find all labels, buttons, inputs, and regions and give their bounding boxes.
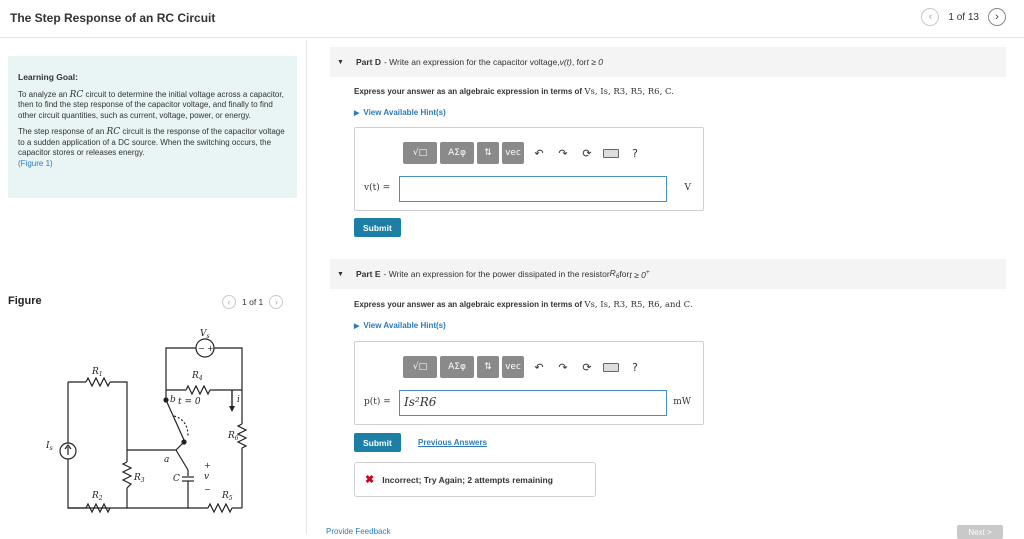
goal-text: To analyze an [18,89,70,99]
resistor-r6 [238,424,246,448]
part-e-title-post: for [619,269,630,279]
figure-pager [222,295,283,309]
resistor-r3 [123,462,131,488]
incorrect-x-icon: ✖ [365,474,375,486]
hint-text: View Available Hint(s) [363,108,446,117]
capacitor-minus-sign: − [204,485,211,494]
rc-symbol: RC [69,89,84,100]
goal-text: circuit is the response of the capacitor voltage to a sudden application of a DC source. When the switching occurs, the capacitor stores or releases energy. [18,127,285,157]
hint-text: View Available Hint(s) [363,321,446,330]
capacitor-plus-sign: + [204,461,211,470]
goal-text: The step response of an [18,127,107,136]
instruction-text: Express your answer as an algebraic expression in terms of [354,87,585,96]
item-pager-text: 1 of 13 [948,11,979,23]
keyboard-icon[interactable] [599,356,623,378]
figure-1-link[interactable]: (Figure 1) [18,158,53,168]
templates-button[interactable]: √□ [403,356,437,378]
part-d-submit-button[interactable]: Submit [354,218,401,237]
part-d-hint-link[interactable] [354,108,446,117]
resistor-r5 [208,504,232,512]
rc-symbol: RC [106,127,121,137]
vs-minus-sign: − [198,344,205,353]
answer-unit: V [684,183,691,193]
wire [68,382,127,508]
r4-label: $R_4$ [192,371,203,382]
capacitor-voltage-label: v [204,472,210,482]
caret-right-icon: ▶ [354,110,360,117]
collapse-triangle-icon[interactable]: ▼ [337,58,344,66]
next-item-button[interactable] [988,8,1006,26]
part-e-instruction [354,300,693,310]
part-e-submit-button[interactable]: Submit [354,433,401,452]
item-pager [921,8,1006,26]
math-toolbar [403,142,647,164]
feedback-text: Incorrect; Try Again; 2 attempts remaining [382,474,553,485]
greek-symbols-button[interactable]: ΑΣφ [440,142,474,164]
resistor-r1 [86,378,110,386]
vector-button[interactable]: vec [502,142,524,164]
chevron-left-icon: ‹ [227,297,231,307]
figure-pager-text: 1 of 1 [242,297,264,307]
resistor-r4 [186,386,210,394]
part-d-title-text: - Write an expression for the capacitor voltage, [383,57,560,67]
chevron-right-icon: › [274,297,278,307]
part-d-answer-input[interactable] [399,176,667,202]
subscript-superscript-button[interactable]: ⇅ [477,356,499,378]
learning-goal-paragraph-2 [18,127,287,169]
greek-symbols-button[interactable]: ΑΣφ [440,356,474,378]
caret-right-icon: ▶ [354,323,360,330]
part-e-title-var: $R_6$ [609,268,620,280]
is-label: $I_s$ [46,441,53,452]
provide-feedback-link[interactable]: Provide Feedback [326,527,391,536]
part-d-header[interactable] [330,47,1006,77]
redo-icon[interactable]: ↷ [558,360,568,374]
undo-icon[interactable]: ↶ [534,146,544,160]
instruction-vars: Vs, Is, R3, R5, R6, C. [584,87,674,97]
vs-label: $V_s$ [200,329,210,340]
top-bar [0,0,1024,38]
undo-icon[interactable]: ↶ [534,360,544,374]
part-e-title-text: - Write an expression for the power dissipated in the resistor [383,269,610,279]
help-icon[interactable]: ? [632,360,638,374]
learning-goal-panel [8,56,297,198]
switch-time-label: t = 0 [178,397,201,407]
column-divider [306,40,307,534]
part-e-label: Part E [355,269,381,279]
node-a-label: a [164,455,170,465]
answer-feedback [354,462,596,497]
next-figure-button[interactable] [269,295,283,309]
vs-plus-sign: + [207,344,214,353]
goal-text: circuit to determine the initial voltage across a capacitor, then to find the step response of the capacitor voltage, and finally to find other circuit quantities, such as current, voltage, power, or energy. [18,89,284,120]
r1-label: $R_1$ [92,367,103,378]
redo-icon[interactable]: ↷ [558,146,568,160]
figure-heading: Figure [8,295,42,307]
templates-button[interactable]: √□ [403,142,437,164]
r2-label: $R_2$ [92,491,103,502]
part-e-hint-link[interactable] [354,321,446,330]
rc-circuit-diagram [28,320,278,520]
r6-label: $R_6$ [228,431,239,442]
part-d-title-var: v(t) [559,57,572,67]
keyboard-icon[interactable] [599,142,623,164]
assignment-title: The Step Response of an RC Circuit [10,11,216,25]
answer-variable-label: p(t) = [364,397,391,407]
part-d-answer-box [354,127,704,211]
collapse-triangle-icon[interactable]: ▼ [337,270,344,278]
vector-button[interactable]: vec [502,356,524,378]
part-d-title-cond: t ≥ 0 [586,57,604,67]
chevron-left-icon: ‹ [928,11,933,23]
chevron-right-icon: › [995,11,999,23]
part-d-label: Part D [355,57,381,67]
previous-answers-link[interactable]: Previous Answers [418,438,488,447]
instruction-text: Express your answer as an algebraic expression in terms of [354,300,585,309]
instruction-vars: Vs, Is, R3, R5, R6, and C. [584,300,693,310]
part-e-answer-input[interactable]: Is²R6 [399,390,667,416]
capacitor-label: C [173,474,180,484]
part-e-title-cond: t ≥ 0+ [629,268,650,280]
learning-goal-title: Learning Goal: [18,72,78,82]
part-e-answer-box [354,341,704,425]
subscript-superscript-button[interactable]: ⇅ [477,142,499,164]
r3-label: $R_3$ [134,473,145,484]
next-button[interactable]: Next > [957,525,1003,539]
resistor-r2 [86,504,110,512]
answer-unit: mW [673,397,691,407]
part-e-header[interactable] [330,259,1006,289]
help-icon[interactable]: ? [632,146,638,160]
r5-label: $R_5$ [222,491,233,502]
node-b-label: b [170,395,176,405]
answer-variable-label: v(t) = [364,183,391,193]
prev-item-button[interactable] [921,8,939,26]
current-i-label: i [237,395,240,405]
reset-icon[interactable]: ⟳ [582,360,592,374]
part-d-title-post: , for [571,57,587,67]
prev-figure-button[interactable] [222,295,236,309]
reset-icon[interactable]: ⟳ [582,146,592,160]
learning-goal-paragraph-1 [18,90,287,122]
part-d-instruction [354,87,674,97]
math-toolbar [403,356,647,378]
